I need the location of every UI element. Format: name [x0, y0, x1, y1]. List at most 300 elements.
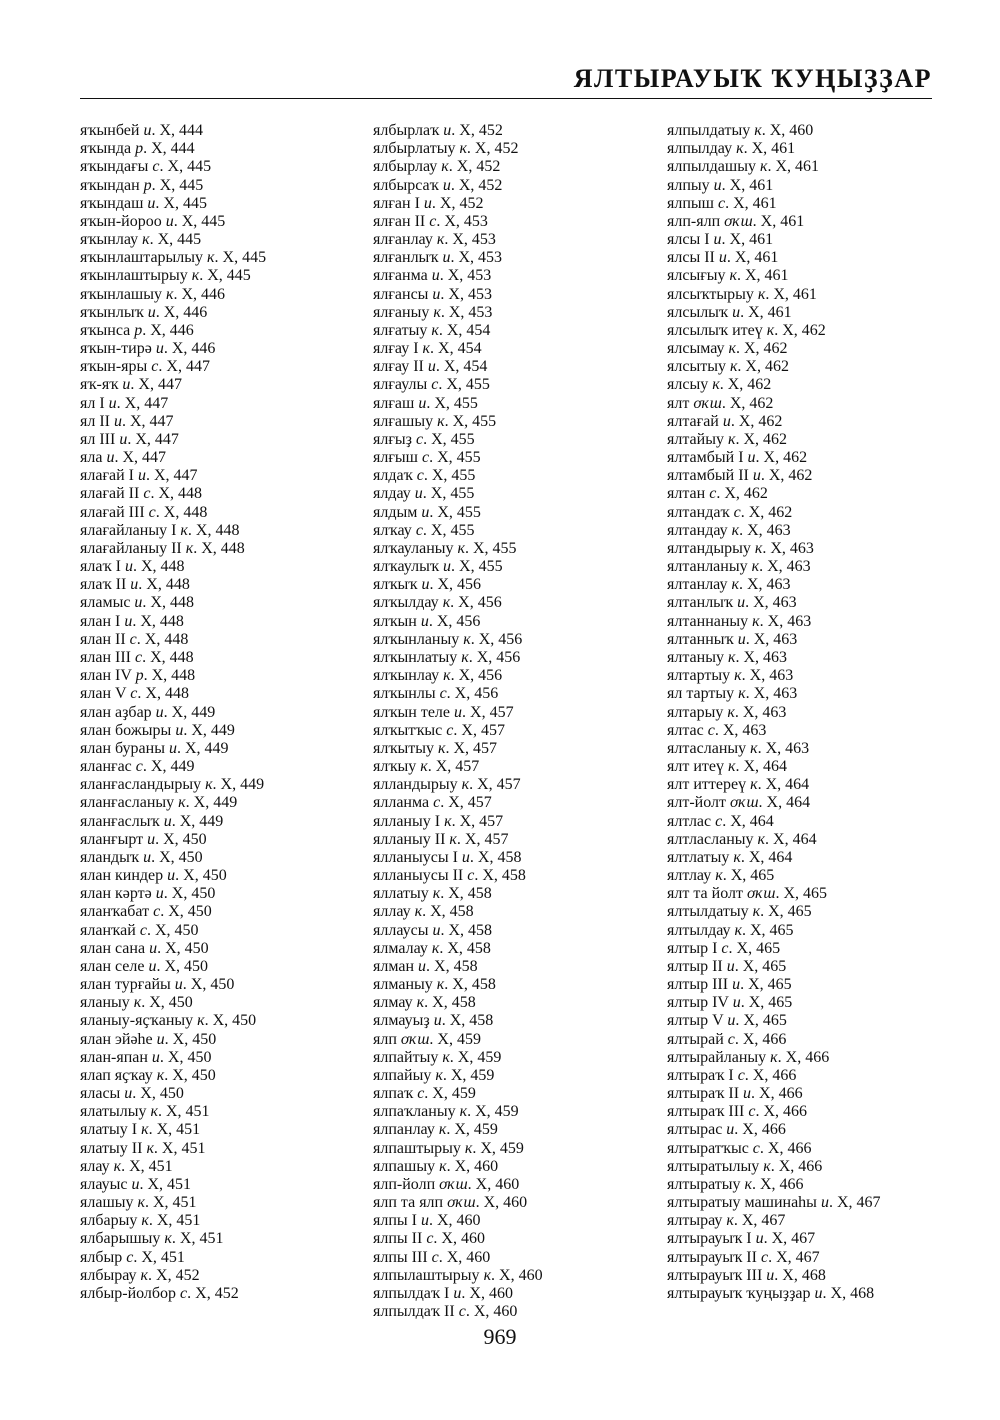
- entry-reference: . X, 451: [171, 1230, 224, 1248]
- entry-headword: ялтыраҡ III: [667, 1103, 749, 1121]
- entry-reference: . X, 452: [148, 1266, 200, 1284]
- entry-headword: ялбарыу: [80, 1212, 142, 1230]
- entry-headword: яҡындан: [80, 176, 144, 194]
- index-entry: [667, 122, 957, 140]
- entry-headword: яланҡабат: [80, 903, 154, 921]
- index-entry: [373, 740, 663, 758]
- entry-reference: . X, 461: [737, 267, 789, 285]
- entry-reference: . X, 464: [765, 830, 817, 848]
- entry-pos-abbreviation: к: [712, 376, 720, 394]
- entry-pos-abbreviation: с: [717, 194, 726, 212]
- index-entry: [373, 1212, 663, 1230]
- entry-headword: ялтайыу: [667, 430, 728, 448]
- entry-pos-abbreviation: к: [435, 1066, 443, 1084]
- entry-headword: ялғау II: [373, 358, 428, 376]
- entry-headword: ялбырлау: [373, 158, 442, 176]
- entry-headword: ялғатыу: [373, 321, 432, 339]
- entry-reference: . X, 456: [428, 612, 481, 630]
- entry-pos-abbreviation: и: [732, 303, 741, 321]
- entry-pos-abbreviation: и: [122, 376, 131, 394]
- entry-reference: . X, 450: [159, 1048, 212, 1066]
- entry-pos-abbreviation: с: [129, 630, 137, 648]
- entry-pos-abbreviation: к: [420, 758, 428, 776]
- index-entry: [667, 467, 957, 485]
- entry-reference: . X, 450: [157, 939, 209, 957]
- entry-pos-abbreviation: к: [738, 685, 746, 703]
- entry-pos-abbreviation: к: [178, 794, 186, 812]
- entry-headword: ялҡаулыҡ: [373, 558, 444, 576]
- entry-headword: ялҡынлы: [373, 685, 440, 703]
- entry-headword: ялпаштырыу: [373, 1139, 465, 1157]
- entry-pos-abbreviation: р: [135, 667, 144, 685]
- entry-reference: . X, 463: [759, 558, 811, 576]
- entry-pos-abbreviation: к: [463, 630, 471, 648]
- index-entry: [373, 322, 663, 340]
- index-entry: [373, 213, 663, 231]
- entry-headword: яҡындаш: [80, 194, 148, 212]
- entry-headword: ялтырай: [667, 1030, 728, 1048]
- entry-headword: ялан божыры: [80, 721, 176, 739]
- entry-reference: . X, 465: [740, 994, 793, 1012]
- entry-pos-abbreviation: с: [153, 903, 161, 921]
- entry-headword: ялғау I: [373, 340, 423, 358]
- entry-pos-abbreviation: оҡш: [730, 794, 759, 812]
- index-entry: [373, 1158, 663, 1176]
- index-entry: [373, 540, 663, 558]
- entry-pos-abbreviation: и: [433, 1012, 442, 1030]
- entry-pos-abbreviation: и: [420, 1212, 429, 1230]
- entry-reference: . X, 455: [451, 558, 503, 576]
- index-entry: [80, 704, 370, 722]
- index-entry: [667, 903, 957, 921]
- entry-reference: . X, 450: [164, 1066, 216, 1084]
- entry-reference: . X, 464: [757, 776, 810, 794]
- entry-pos-abbreviation: с: [715, 812, 723, 830]
- entry-headword: ялан-япан: [80, 1048, 152, 1066]
- entry-reference: . X, 465: [775, 885, 828, 903]
- entry-reference: . X, 458: [422, 903, 474, 921]
- entry-pos-abbreviation: с: [748, 1103, 756, 1121]
- entry-headword: ялт итеү: [667, 758, 728, 776]
- entry-reference: . X, 458: [440, 885, 492, 903]
- index-entry: [373, 122, 663, 140]
- entry-reference: . X, 463: [739, 521, 791, 539]
- index-entry: [80, 740, 370, 758]
- entry-reference: . X, 461: [752, 212, 805, 230]
- entry-reference: . X, 460: [428, 1212, 481, 1230]
- entry-pos-abbreviation: и: [820, 1194, 829, 1212]
- entry-reference: . X, 445: [173, 212, 226, 230]
- index-entry: [80, 831, 370, 849]
- entry-reference: . X, 460: [438, 1248, 491, 1266]
- index-entry: [80, 1140, 370, 1158]
- entry-headword: ялғаулы: [373, 376, 432, 394]
- entry-reference: . X, 460: [465, 1303, 518, 1321]
- entry-reference: . X, 462: [755, 449, 808, 467]
- entry-pos-abbreviation: и: [130, 576, 139, 594]
- entry-headword: ялсылыҡ: [667, 303, 733, 321]
- entry-reference: . X, 462: [735, 430, 787, 448]
- entry-reference: . X, 455: [423, 467, 476, 485]
- entry-reference: . X, 452: [448, 158, 501, 176]
- entry-reference: . X, 459: [429, 1030, 481, 1048]
- index-entry: [373, 358, 663, 376]
- index-entry: [80, 177, 370, 195]
- index-entry: [373, 722, 663, 740]
- entry-headword: яланғасландырыу: [80, 776, 206, 794]
- entry-headword: яҡында: [80, 140, 136, 158]
- entry-reference: . X, 465: [741, 921, 794, 939]
- index-entry: [80, 940, 370, 958]
- index-entry: [373, 395, 663, 413]
- entry-headword: ялланыусы I: [373, 848, 462, 866]
- entry-reference: . X, 453: [439, 267, 492, 285]
- index-entry: [373, 958, 663, 976]
- index-column-2: [373, 122, 663, 1321]
- entry-reference: . X, 454: [438, 321, 491, 339]
- entry-pos-abbreviation: и: [414, 485, 423, 503]
- entry-reference: . X, 450: [160, 903, 212, 921]
- entry-pos-abbreviation: к: [197, 1012, 205, 1030]
- entry-pos-abbreviation: к: [438, 1121, 447, 1139]
- entry-headword: ялпанлау: [373, 1121, 439, 1139]
- header-rule: [80, 98, 932, 99]
- entry-reference: . X, 450: [132, 1085, 184, 1103]
- entry-headword: ялбыр: [80, 1248, 127, 1266]
- entry-headword: ялатылыу: [80, 1103, 151, 1121]
- index-entry: [667, 576, 957, 594]
- entry-headword: ялған I: [373, 194, 424, 212]
- entry-pos-abbreviation: к: [757, 285, 766, 303]
- entry-headword: ялпайтыу: [373, 1048, 443, 1066]
- entry-reference: . X, 448: [142, 648, 194, 666]
- entry-reference: . X, 448: [136, 630, 189, 648]
- entry-reference: . X, 446: [163, 340, 216, 358]
- index-entry: [373, 976, 663, 994]
- entry-reference: . X, 458: [439, 939, 491, 957]
- entry-reference: . X, 462: [716, 485, 768, 503]
- index-entry: [373, 1049, 663, 1067]
- entry-pos-abbreviation: к: [459, 1103, 468, 1121]
- entry-pos-abbreviation: и: [168, 739, 177, 757]
- index-entry: [80, 1176, 370, 1194]
- entry-headword: ялғыш: [373, 449, 422, 467]
- entry-pos-abbreviation: с: [467, 867, 475, 885]
- entry-reference: . X, 462: [721, 394, 774, 412]
- entry-headword: яллатыу: [373, 885, 433, 903]
- entry-reference: . X, 445: [214, 249, 267, 267]
- entry-pos-abbreviation: с: [752, 1139, 760, 1157]
- entry-pos-abbreviation: к: [715, 867, 723, 885]
- entry-headword: ялаҡ II: [80, 576, 131, 594]
- index-entry: [80, 431, 370, 449]
- entry-headword: ялтырауыҡ ҡуңыҙҙар: [667, 1285, 815, 1302]
- entry-pos-abbreviation: к: [436, 231, 445, 249]
- entry-headword: ялдым: [373, 503, 422, 521]
- entry-pos-abbreviation: к: [483, 1266, 492, 1284]
- index-entry: [667, 704, 957, 722]
- entry-pos-abbreviation: к: [439, 1157, 447, 1175]
- index-entry: [373, 594, 663, 612]
- index-entry: [80, 449, 370, 467]
- entry-reference: . X, 465: [734, 957, 787, 975]
- entry-headword: яҡын-йороо: [80, 212, 166, 230]
- entry-pos-abbreviation: к: [729, 358, 738, 376]
- entry-headword: ялан V: [80, 685, 131, 703]
- entry-pos-abbreviation: к: [444, 812, 452, 830]
- index-entry: [80, 958, 370, 976]
- entry-pos-abbreviation: и: [156, 1030, 165, 1048]
- entry-headword: ялсытыу: [667, 358, 730, 376]
- index-entry: [667, 286, 957, 304]
- entry-headword: ялтандау: [667, 521, 732, 539]
- index-entry: [80, 849, 370, 867]
- index-entry: [667, 1067, 957, 1085]
- index-entry: [80, 358, 370, 376]
- index-entry: [373, 1285, 663, 1303]
- entry-headword: ялтанныҡ: [667, 630, 738, 648]
- index-entry: [373, 485, 663, 503]
- entry-reference: . X, 446: [173, 285, 226, 303]
- index-entry: [667, 1176, 957, 1194]
- entry-headword: ялпы I: [373, 1212, 421, 1230]
- entry-reference: . X, 451: [145, 1194, 197, 1212]
- entry-reference: . X, 466: [752, 1175, 804, 1193]
- index-entry: [373, 1085, 663, 1103]
- entry-headword: ялтырауыҡ II: [667, 1248, 761, 1266]
- entry-reference: . X, 449: [171, 812, 224, 830]
- entry-reference: . X, 457: [427, 758, 480, 776]
- entry-pos-abbreviation: оҡш: [746, 885, 776, 903]
- index-entry: [667, 1103, 957, 1121]
- entry-reference: . X, 451: [133, 1248, 185, 1266]
- entry-headword: ялтарыу: [667, 703, 728, 721]
- entry-reference: . X, 460: [446, 1157, 499, 1175]
- index-entry: [80, 922, 370, 940]
- entry-reference: . X, 449: [142, 758, 195, 776]
- entry-headword: ялт-йолт: [667, 794, 730, 812]
- entry-pos-abbreviation: и: [143, 848, 152, 866]
- entry-reference: . X, 445: [155, 194, 207, 212]
- entry-pos-abbreviation: и: [752, 467, 761, 485]
- entry-pos-abbreviation: к: [754, 122, 762, 139]
- entry-reference: . X, 461: [721, 176, 774, 194]
- entry-headword: ялан турғайы: [80, 976, 175, 994]
- entry-pos-abbreviation: и: [108, 394, 117, 412]
- entry-pos-abbreviation: с: [151, 358, 159, 376]
- entry-headword: яласы: [80, 1085, 125, 1103]
- entry-reference: . X, 452: [451, 122, 503, 139]
- entry-reference: . X, 463: [757, 739, 810, 757]
- index-entry: [667, 685, 957, 703]
- entry-reference: . X, 458: [469, 848, 522, 866]
- entry-headword: яҡынлау: [80, 231, 143, 249]
- entry-headword: ялмау: [373, 994, 417, 1012]
- entry-headword: ялпайыу: [373, 1066, 436, 1084]
- index-entry: [80, 594, 370, 612]
- entry-reference: . X, 465: [728, 939, 781, 957]
- entry-reference: . X, 467: [768, 1248, 820, 1266]
- entry-reference: . X, 455: [464, 539, 517, 557]
- entry-pos-abbreviation: с: [130, 685, 138, 703]
- entry-headword: ялан II: [80, 630, 130, 648]
- entry-headword: ялбырау: [80, 1266, 141, 1284]
- entry-headword: ялтасланыу: [667, 739, 751, 757]
- entry-reference: . X, 453: [436, 212, 488, 230]
- entry-pos-abbreviation: р: [143, 176, 152, 194]
- index-entry: [80, 1067, 370, 1085]
- entry-headword: ялп: [373, 1030, 401, 1048]
- entry-headword: ялан киндер: [80, 867, 168, 885]
- entry-headword: ялландырыу: [373, 776, 462, 794]
- entry-pos-abbreviation: и: [713, 176, 722, 194]
- index-entry: [80, 158, 370, 176]
- entry-headword: яламыс: [80, 594, 135, 612]
- index-column-3: [667, 122, 957, 1303]
- entry-pos-abbreviation: к: [461, 776, 470, 794]
- entry-headword: ялтыратыу: [667, 1175, 745, 1193]
- index-entry: [667, 558, 957, 576]
- entry-pos-abbreviation: к: [191, 267, 200, 285]
- entry-pos-abbreviation: и: [431, 267, 440, 285]
- entry-pos-abbreviation: к: [457, 539, 465, 557]
- entry-reference: . X, 455: [429, 503, 481, 521]
- entry-headword: ялсыҡтырыу: [667, 285, 758, 303]
- index-entry: [667, 594, 957, 612]
- index-entry: [667, 831, 957, 849]
- entry-headword: ялтыратҡыс: [667, 1139, 753, 1157]
- entry-headword: ялсылыҡ итеү: [667, 321, 767, 339]
- entry-pos-abbreviation: к: [727, 648, 736, 666]
- entry-headword: ялтыр II: [667, 957, 727, 975]
- running-header-title: ЯЛТЫРАУЫҠ ҠУҢЫҘҘАР: [573, 64, 932, 93]
- entry-reference: . X, 467: [733, 1212, 786, 1230]
- entry-headword: ялт иттереү: [667, 776, 751, 794]
- entry-reference: . X, 457: [451, 812, 504, 830]
- entry-reference: . X, 457: [456, 830, 509, 848]
- index-entry: [667, 1031, 957, 1049]
- entry-reference: . X, 466: [777, 1048, 830, 1066]
- entry-pos-abbreviation: оҡш: [724, 212, 753, 230]
- entry-pos-abbreviation: и: [421, 576, 430, 594]
- entry-headword: ялан аҙбар: [80, 703, 156, 721]
- entry-reference: . X, 464: [735, 758, 788, 776]
- entry-reference: . X, 466: [734, 1121, 786, 1139]
- index-entry: [667, 1012, 957, 1030]
- entry-pos-abbreviation: и: [732, 976, 741, 994]
- entry-reference: . X, 455: [429, 449, 481, 467]
- entry-headword: ялағайланыу II: [80, 539, 186, 557]
- entry-pos-abbreviation: к: [733, 848, 741, 866]
- index-entry: [373, 267, 663, 285]
- index-entry: [667, 413, 957, 431]
- entry-reference: . X, 463: [734, 703, 787, 721]
- index-entry: [373, 140, 663, 158]
- entry-headword: ялланыу II: [373, 830, 450, 848]
- entry-headword: ялтанлыҡ: [667, 594, 738, 612]
- entry-headword: ялтыратылыу: [667, 1157, 764, 1175]
- entry-pos-abbreviation: р: [134, 321, 143, 339]
- entry-headword: яҡын-тирә: [80, 340, 156, 358]
- index-entry: [373, 195, 663, 213]
- entry-headword: ялтанланыу: [667, 558, 752, 576]
- entry-headword: яҡ-яҡ: [80, 376, 123, 394]
- entry-headword: ялпылдаҡ I: [373, 1285, 454, 1302]
- entry-headword: ялланыу I: [373, 812, 445, 830]
- index-entry: [80, 340, 370, 358]
- entry-reference: . X, 450: [204, 1012, 257, 1030]
- entry-pos-abbreviation: и: [443, 558, 452, 576]
- index-entry: [373, 231, 663, 249]
- entry-reference: . X, 455: [422, 521, 475, 539]
- entry-headword: ял I: [80, 394, 109, 412]
- index-entry: [373, 286, 663, 304]
- entry-headword: ялтылдау: [667, 921, 735, 939]
- index-entry: [80, 413, 370, 431]
- entry-reference: . X, 463: [741, 667, 794, 685]
- entry-headword: яла: [80, 449, 107, 467]
- entry-reference: . X, 448: [143, 667, 196, 685]
- entry-reference: . X, 453: [440, 303, 493, 321]
- entry-reference: . X, 461: [726, 249, 779, 267]
- entry-reference: . X, 462: [730, 412, 783, 430]
- entry-reference: . X, 457: [462, 703, 514, 721]
- entry-headword: ялтаныу: [667, 648, 728, 666]
- index-entry: [667, 358, 957, 376]
- entry-reference: . X, 466: [734, 1030, 787, 1048]
- index-entry: [667, 758, 957, 776]
- entry-headword: ялтлас: [667, 812, 716, 830]
- entry-pos-abbreviation: и: [454, 703, 463, 721]
- index-entry: [373, 1194, 663, 1212]
- entry-pos-abbreviation: к: [744, 1175, 752, 1193]
- entry-pos-abbreviation: и: [427, 358, 436, 376]
- entry-headword: ялбырлатыу: [373, 140, 460, 158]
- entry-pos-abbreviation: с: [143, 485, 151, 503]
- index-entry: [373, 431, 663, 449]
- entry-reference: . X, 450: [182, 976, 235, 994]
- entry-pos-abbreviation: к: [133, 994, 142, 1012]
- entry-headword: ялбарышыу: [80, 1230, 165, 1248]
- index-entry: [667, 1267, 957, 1285]
- index-entry: [80, 885, 370, 903]
- entry-pos-abbreviation: и: [147, 303, 156, 321]
- index-entry: [373, 158, 663, 176]
- index-entry: [373, 903, 663, 921]
- entry-pos-abbreviation: к: [464, 1139, 473, 1157]
- index-entry: [373, 685, 663, 703]
- entry-pos-abbreviation: к: [750, 739, 758, 757]
- index-entry: [373, 1103, 663, 1121]
- entry-reference: . X, 466: [770, 1157, 823, 1175]
- entry-pos-abbreviation: к: [728, 340, 736, 358]
- entry-reference: . X, 458: [474, 867, 526, 885]
- entry-headword: ялтан: [667, 485, 710, 503]
- entry-pos-abbreviation: к: [141, 1121, 149, 1139]
- entry-pos-abbreviation: к: [156, 1066, 165, 1084]
- entry-pos-abbreviation: к: [734, 921, 742, 939]
- entry-headword: ялағайланыу I: [80, 521, 181, 539]
- index-entry: [667, 504, 957, 522]
- index-entry: [80, 758, 370, 776]
- entry-reference: . X, 466: [751, 1085, 803, 1103]
- entry-pos-abbreviation: к: [137, 1194, 145, 1212]
- entry-headword: ялсы II: [667, 249, 719, 267]
- entry-pos-abbreviation: и: [155, 885, 164, 903]
- entry-reference: . X, 468: [822, 1285, 875, 1302]
- index-entry: [80, 613, 370, 631]
- entry-reference: . X, 450: [146, 921, 199, 939]
